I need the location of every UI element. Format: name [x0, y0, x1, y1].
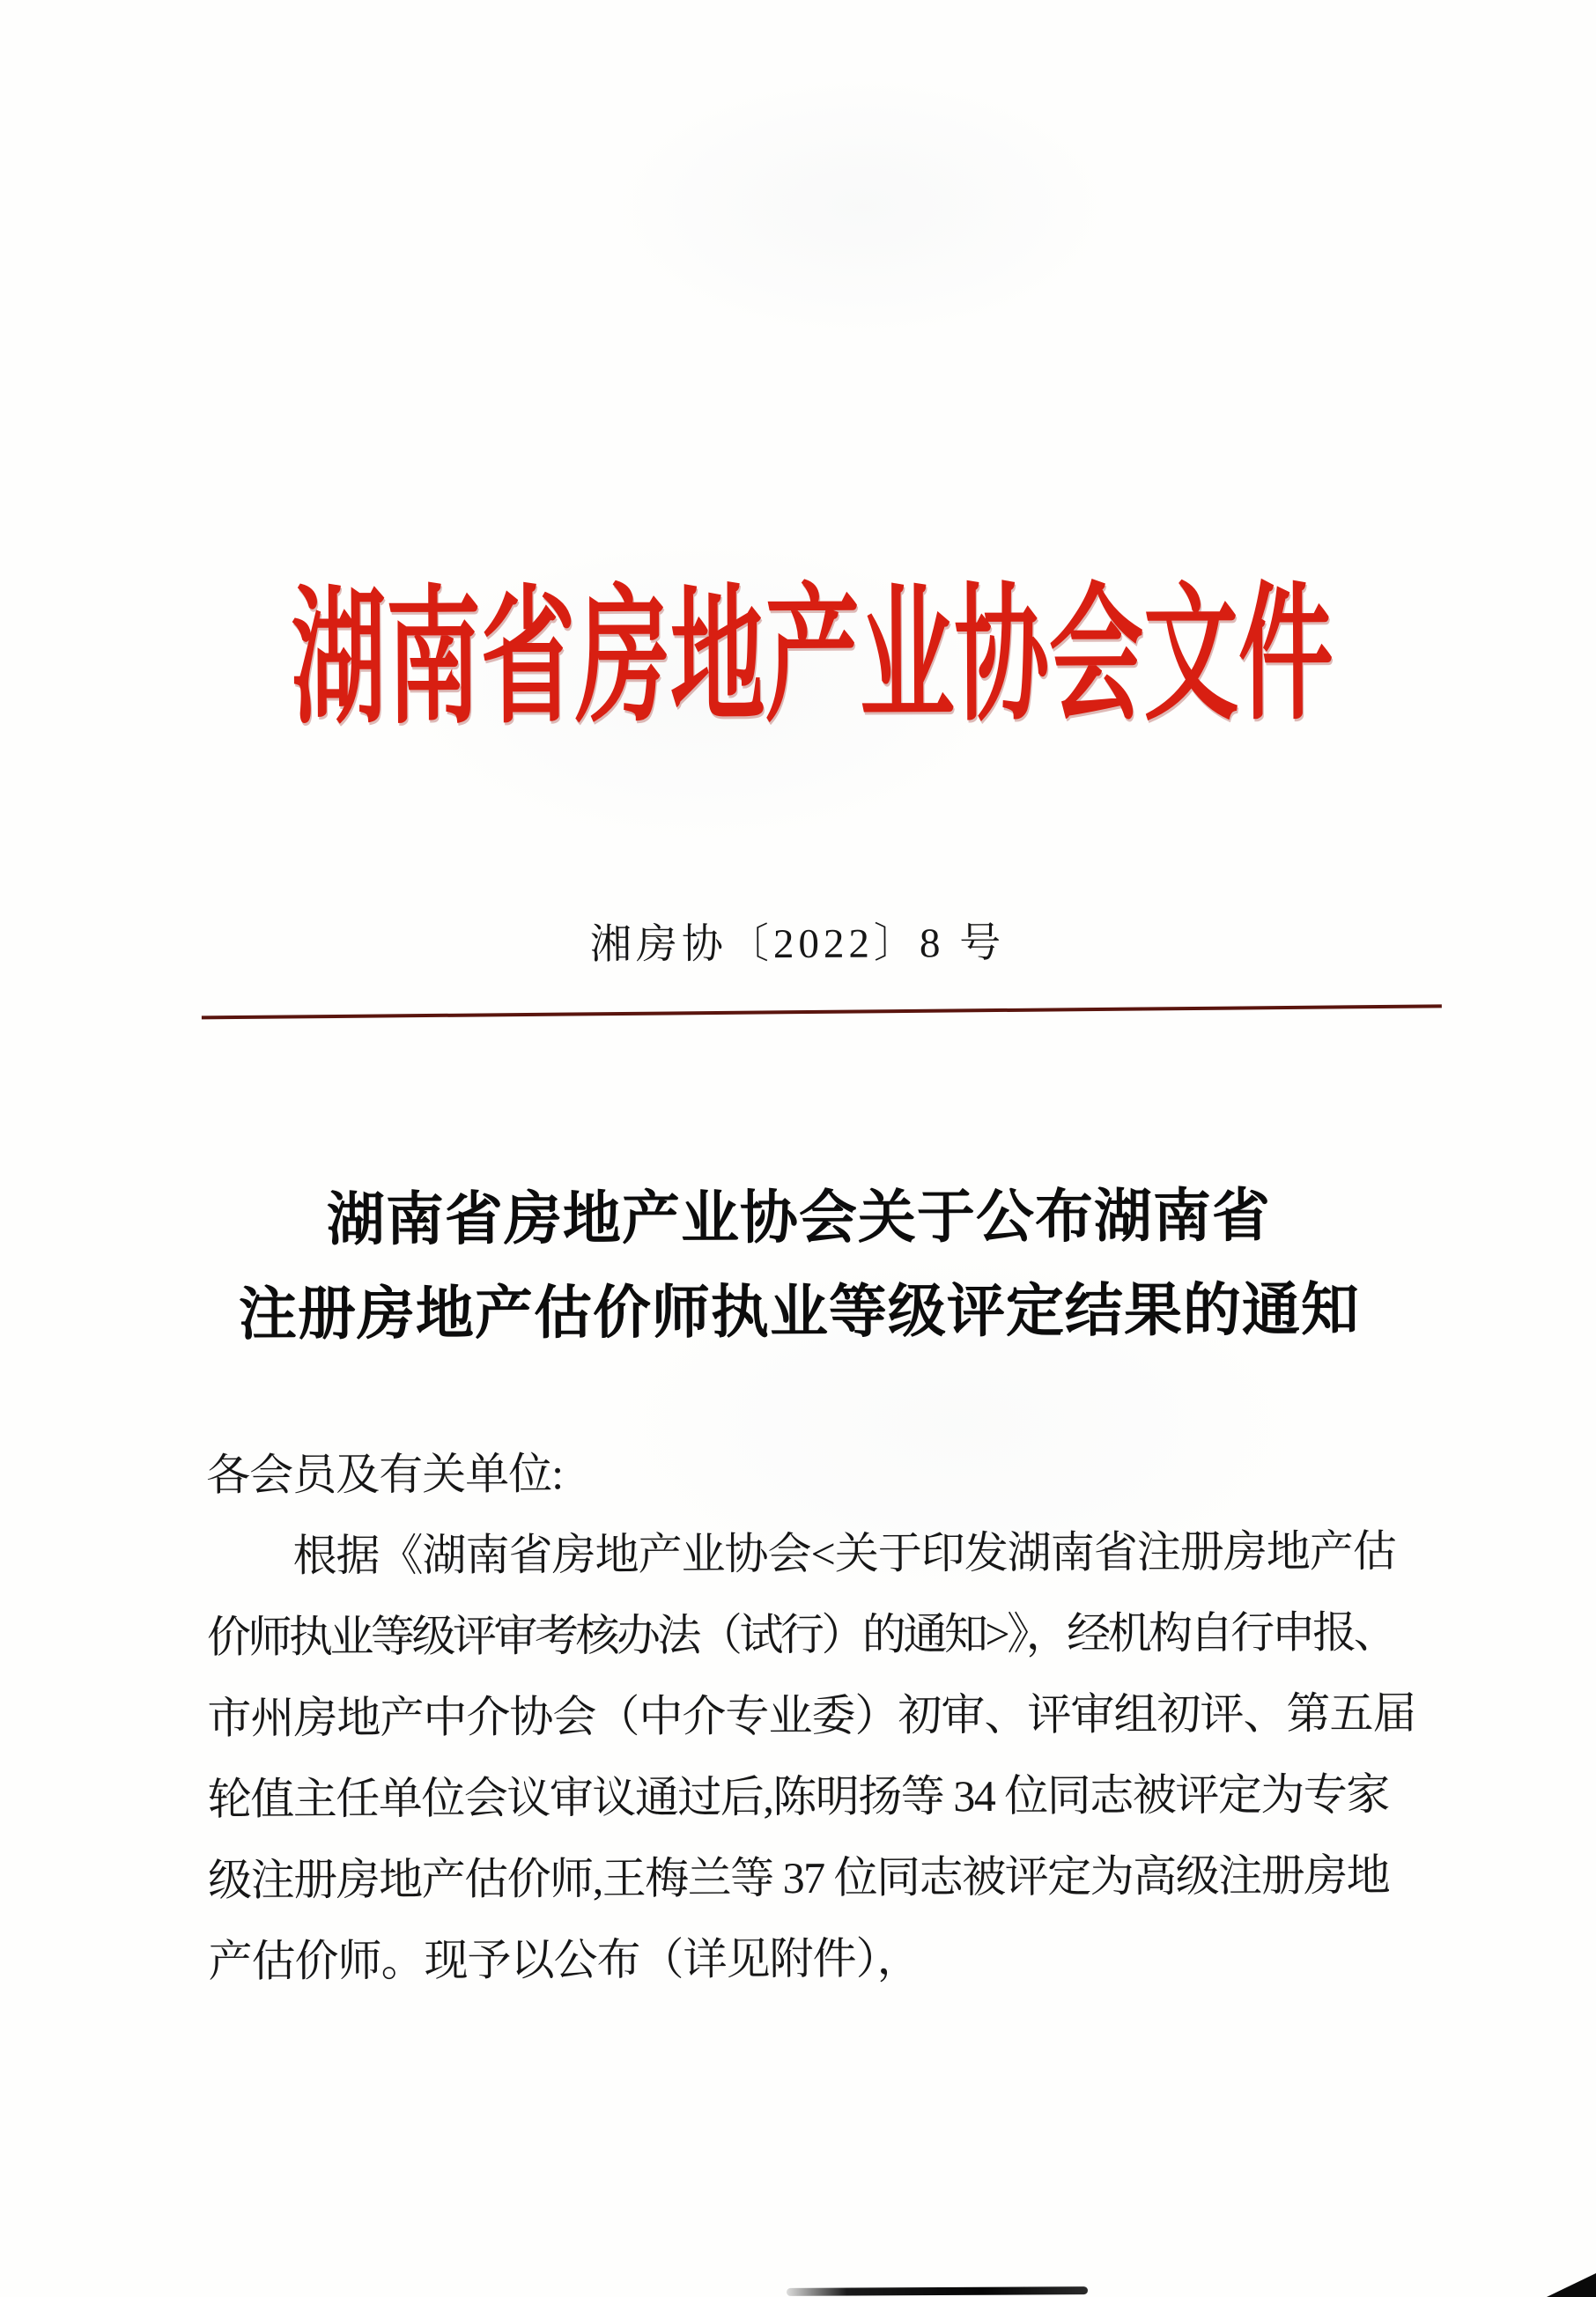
- body-text-line: 市州房地产中介协会（中介专业委）初审、评审组初评、第五届: [207, 1688, 1416, 1743]
- letterhead-org-title: 湖南省房地产业协会文件: [291, 573, 1334, 742]
- notice-title: [1, 1168, 1596, 1363]
- notice-title-line-2: 注册房地产估价师执业等级评定结果的通知: [238, 1278, 1361, 1348]
- notice-body: [206, 1429, 1444, 2002]
- body-text-line: 价师执业等级评审考核办法（试行）的通知>》，经机构自行申报、: [206, 1607, 1395, 1662]
- body-text-line: 产估价师。现予以公布（详见附件），: [208, 1933, 920, 1986]
- letterhead-masthead: [0, 560, 1595, 757]
- body-text-line: 级注册房地产估价师,王梅兰等 37 位同志被评定为高级注册房地: [208, 1850, 1390, 1905]
- scan-artifact-bottom-streak: [787, 2286, 1088, 2296]
- body-text-line: 根据《湖南省房地产业协会<关于印发湖南省注册房地产估: [206, 1526, 1396, 1581]
- notice-title-line-1: 湖南省房地产业协会关于公布湖南省: [326, 1184, 1272, 1253]
- document-reference-number: 湘房协〔2022〕8 号: [589, 920, 1006, 969]
- body-text-line: 轮值主任单位会议审议通过后,陈明扬等 34 位同志被评定为专家: [207, 1769, 1389, 1824]
- letterhead-divider-rule: [202, 1004, 1442, 1019]
- body-text-line: 各会员及有关单位:: [206, 1449, 564, 1500]
